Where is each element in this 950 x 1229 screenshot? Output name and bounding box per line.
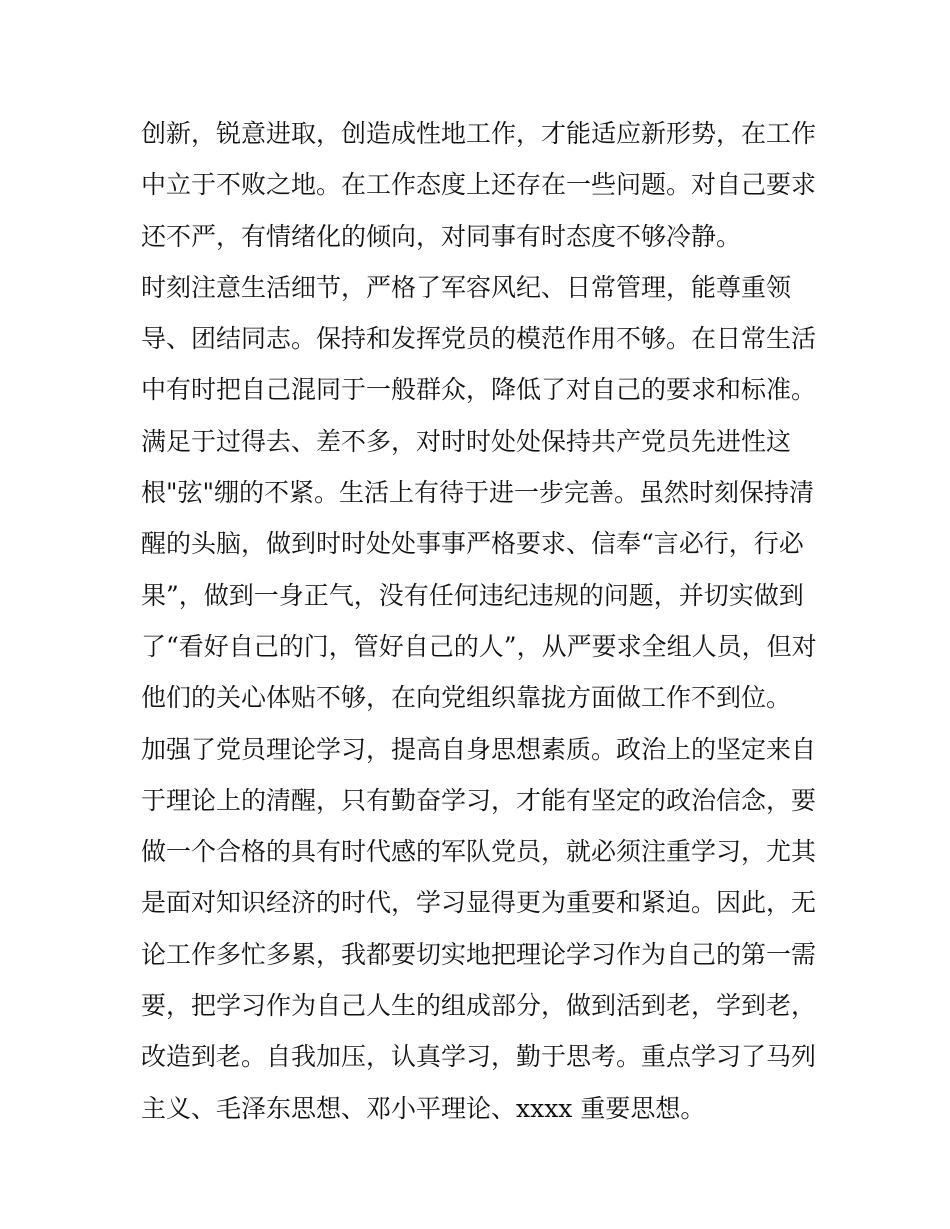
- text-line: 是面对知识经济的时代，学习显得更为重要和紧迫。因此，无: [141, 888, 817, 918]
- text-line: 满足于过得去、差不多，对时时处处保持共产党员先进性这: [141, 426, 792, 456]
- text-line: 还不严，有情绪化的倾向，对同事有时态度不够冷静。: [141, 221, 742, 251]
- body-text: [141, 108, 821, 1134]
- text-line: 创新，锐意进取，创造成性地工作，才能适应新形势，在工作: [141, 119, 817, 148]
- text-line: 了“看好自己的门，管好自己的人”，从严要求全组人员，但对: [141, 631, 817, 661]
- text-line: 加强了党员理论学习，提高自身思想素质。政治上的坚定来自: [141, 734, 817, 764]
- text-line: 论工作多忙多累，我都要切实地把理论学习作为自己的第一需: [141, 939, 817, 969]
- text-line: 醒的头脑，做到时时处处事事严格要求、信奉“言必行，行必: [141, 529, 804, 559]
- text-line: 要，把学习作为自己人生的组成部分，做到活到老，学到老，: [141, 991, 817, 1021]
- text-line: 改造到老。自我加压，认真学习，勤于思考。重点学习了马列: [141, 1042, 817, 1072]
- text-line: 主义、毛泽东思想、邓小平理论、xxxx 重要思想。: [141, 1093, 706, 1123]
- text-line: 时刻注意生活细节，严格了军容风纪、日常管理，能尊重领: [141, 272, 792, 302]
- text-line: 中立于不败之地。在工作态度上还存在一些问题。对自己要求: [141, 170, 817, 200]
- text-line: 中有时把自己混同于一般群众，降低了对自己的要求和标准。: [141, 375, 817, 405]
- text-line: 根"弦"绷的不紧。生活上有待于进一步完善。虽然时刻保持清: [141, 478, 815, 508]
- text-line: 他们的关心体贴不够，在向党组织靠拢方面做工作不到位。: [141, 683, 792, 713]
- text-line: 做一个合格的具有时代感的军队党员，就必须注重学习，尤其: [141, 837, 817, 867]
- text-line: 果”，做到一身正气，没有任何违纪违规的问题，并切实做到: [141, 580, 804, 610]
- text-line: 导、团结同志。保持和发挥党员的模范作用不够。在日常生活: [141, 324, 817, 354]
- text-line: 于理论上的清醒，只有勤奋学习，才能有坚定的政治信念，要: [141, 785, 817, 815]
